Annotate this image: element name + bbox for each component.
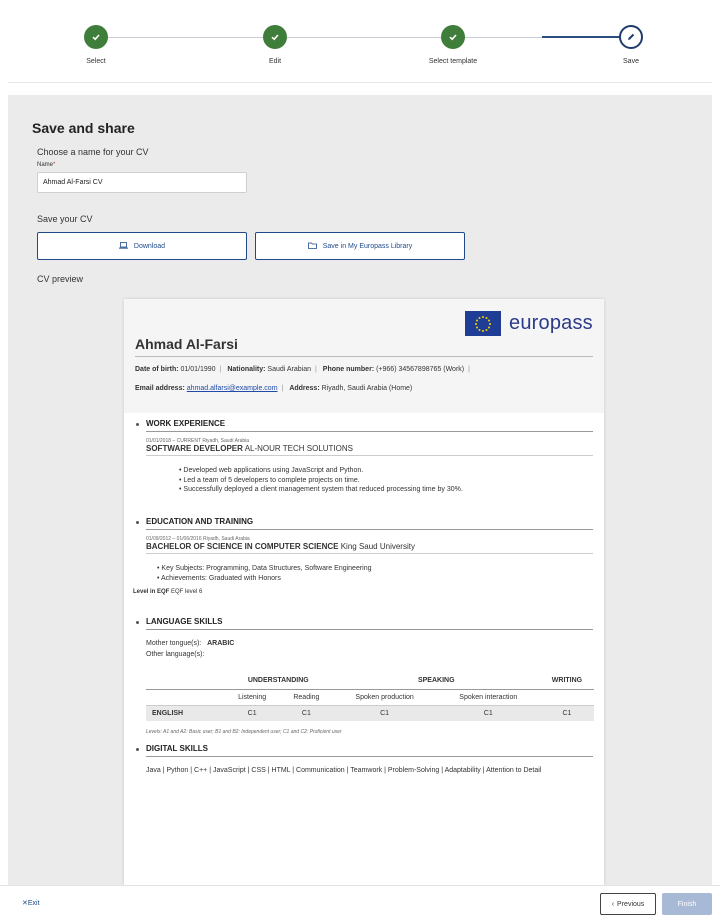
- other-languages-label: Other language(s):: [146, 651, 205, 658]
- list-item: • Achievements: Graduated with Honors: [157, 574, 593, 584]
- digital-skills-list: Java | Python | C++ | JavaScript | CSS | HTML | Communication | Teamwork | Problem-Solving | Adaptability | Attention to Detail: [146, 767, 542, 774]
- step-label: Save: [623, 58, 639, 65]
- save-share-panel: [8, 95, 712, 885]
- step-label: Select: [86, 58, 106, 65]
- choose-name-heading: Choose a name for your CV: [37, 147, 149, 157]
- section-title: DIGITAL SKILLS: [133, 744, 593, 753]
- reading-header: Reading: [293, 693, 320, 701]
- table-cell: C1: [247, 709, 257, 717]
- pencil-icon: [619, 25, 643, 49]
- education-details: [157, 564, 593, 583]
- cv-name-input[interactable]: Ahmad Al-Farsi CV: [37, 172, 247, 193]
- language-name: ENGLISH: [152, 709, 184, 717]
- list-item: • Key Subjects: Programming, Data Structures, Software Engineering: [157, 564, 593, 574]
- job-title: SOFTWARE DEVELOPER AL-NOUR TECH SOLUTIONS: [146, 444, 353, 453]
- eqf-level: Level in EQF EQF level 6: [133, 589, 203, 595]
- check-icon: [263, 25, 287, 49]
- section-title: WORK EXPERIENCE: [133, 419, 593, 428]
- job-achievements: [179, 466, 593, 495]
- previous-button[interactable]: ‹ Previous: [600, 893, 656, 915]
- education-section: [133, 517, 593, 595]
- email-link[interactable]: ahmad.alfarsi@example.com: [186, 385, 278, 392]
- download-button[interactable]: [37, 232, 247, 260]
- table-cell: C1: [301, 709, 311, 717]
- language-skills-section: [133, 617, 593, 658]
- table-cell: C1: [483, 709, 493, 717]
- understanding-header: UNDERSTANDING: [247, 677, 309, 685]
- list-item: • Developed web applications using JavaScript and Python.: [179, 466, 593, 476]
- page-title: Save and share: [32, 120, 135, 136]
- check-icon: [84, 25, 108, 49]
- europass-wordmark: europass: [509, 312, 593, 334]
- mother-tongue: Mother tongue(s): ARABIC: [146, 640, 235, 647]
- folder-icon: [308, 242, 317, 251]
- education-dates: 01/09/2012 – 01/06/2016 Riyadh, Saudi Arabia: [146, 536, 250, 542]
- list-item: • Led a team of 5 developers to complete projects on time.: [179, 476, 593, 486]
- finish-button[interactable]: Finish: [662, 893, 712, 915]
- stepper-connector: [452, 37, 542, 38]
- table-row: [146, 705, 594, 721]
- save-library-button[interactable]: [255, 232, 465, 260]
- stepper-connector: [96, 37, 274, 38]
- save-cv-heading: Save your CV: [37, 214, 93, 224]
- spoken-interaction-header: Spoken interaction: [459, 693, 518, 701]
- listening-header: Listening: [238, 693, 267, 701]
- table-cell: C1: [562, 709, 572, 717]
- step-label: Edit: [268, 58, 282, 65]
- personal-info-line-2: Email address: ahmad.alfarsi@example.com | Address: Riyadh, Saudi Arabia (Home): [135, 385, 413, 392]
- degree-title: BACHELOR OF SCIENCE IN COMPUTER SCIENCE King Saud University: [146, 542, 415, 551]
- job-dates: 01/01/2018 – CURRENT Riyadh, Saudi Arabia: [146, 438, 250, 444]
- cv-person-name: Ahmad Al-Farsi: [135, 336, 238, 352]
- personal-info-line-1: Date of birth: 01/01/1990 | Nationality: Saudi Arabian | Phone number: (+966) 34567898765 (Work) |: [135, 366, 470, 373]
- levels-note: Levels: A1 and A2: Basic user; B1 and B2: Independent user; C1 and C2: Proficient user: [146, 729, 342, 735]
- name-field-label: Name*: [37, 162, 56, 168]
- laptop-icon: [119, 242, 128, 251]
- save-library-label: Save in My Europass Library: [322, 242, 413, 250]
- stepper-connector: [274, 37, 452, 38]
- speaking-header: SPEAKING: [417, 677, 455, 685]
- download-label: Download: [133, 242, 166, 250]
- exit-button[interactable]: ✕Exit: [22, 900, 40, 907]
- language-table: [146, 673, 594, 721]
- progress-stepper: [0, 0, 720, 82]
- spoken-production-header: Spoken production: [355, 693, 414, 701]
- digital-skills-section: [133, 744, 593, 776]
- work-experience-section: [133, 419, 593, 495]
- eu-flag-icon: [465, 311, 501, 336]
- list-item: • Successfully deployed a client management system that reduced processing time by 30%.: [179, 485, 593, 495]
- cv-preview-heading: CV preview: [37, 274, 84, 284]
- footer-bar: [0, 885, 720, 921]
- stepper-connector-active: [542, 36, 630, 38]
- europass-logo: [465, 311, 593, 336]
- close-icon: ✕: [22, 900, 28, 907]
- table-cell: C1: [380, 709, 390, 717]
- divider: [135, 356, 593, 357]
- check-icon: [441, 25, 465, 49]
- step-label: Select template: [428, 58, 478, 65]
- section-title: EDUCATION AND TRAINING: [133, 517, 593, 526]
- section-title: LANGUAGE SKILLS: [133, 617, 593, 626]
- chevron-left-icon: ‹: [611, 900, 615, 908]
- cv-preview: [124, 299, 604, 885]
- writing-header: WRITING: [551, 677, 583, 685]
- divider: [8, 82, 712, 83]
